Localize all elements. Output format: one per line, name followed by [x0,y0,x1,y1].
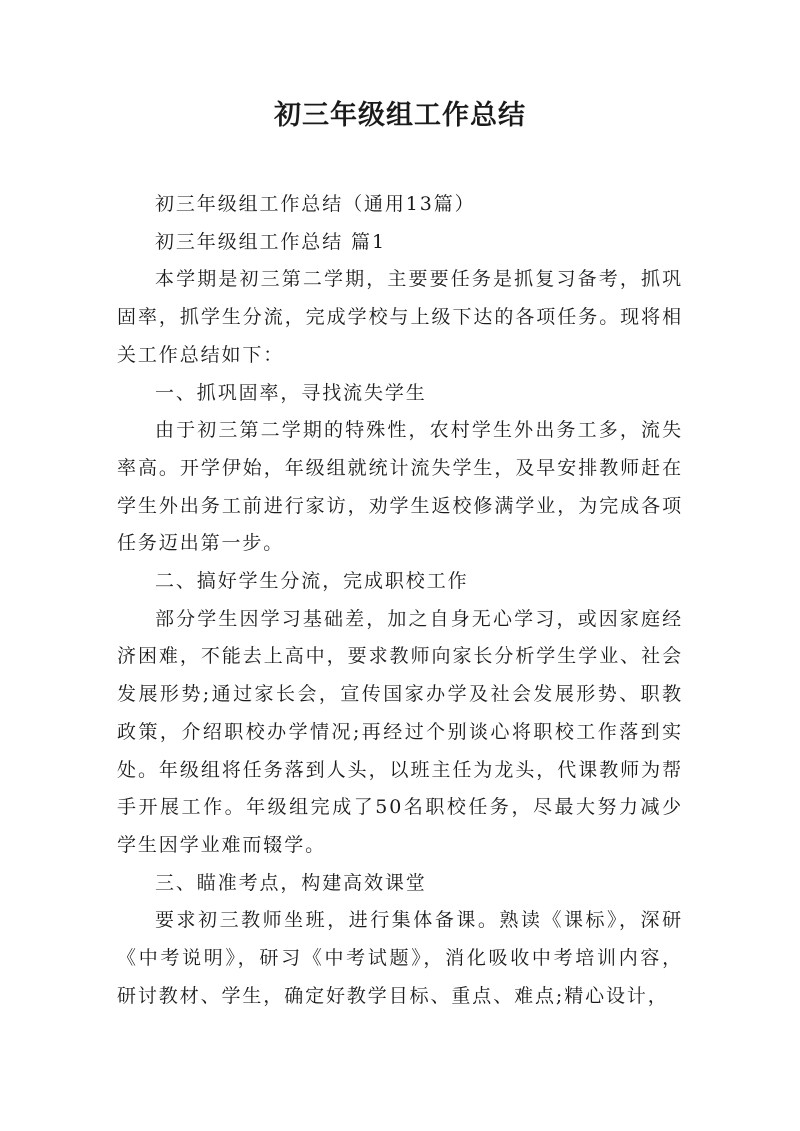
paragraph-intro: 本学期是初三第二学期，主要要任务是抓复习备考，抓巩固率，抓学生分流，完成学校与上级下达的各项任务。现将相关工作总结如下： [117,268,683,366]
document-body [117,186,683,1015]
paragraph-body-1: 由于初三第二学期的特殊性，农村学生外出务工多，流失率高。开学伊始，年级组就统计流失学生，及早安排教师赶在学生外出务工前进行家访，劝学生返校修满学业，为完成各项任务迈出第一步。 [117,419,683,555]
paragraph-subtitle: 初三年级组工作总结（通用13篇） [155,193,476,215]
paragraph-heading-3: 三、瞄准考点，构建高效课堂 [155,871,427,894]
paragraph-section-heading: 初三年级组工作总结 篇1 [155,230,386,253]
paragraph-body-3: 要求初三教师坐班，进行集体备课。熟读《课标》，深研《中考说明》，研习《中考试题》，消化吸收中考培训内容，研讨教材、学生，确定好教学目标、重点、难点;精心设计， [117,909,683,1007]
paragraph-heading-2: 二、搞好学生分流，完成职校工作 [155,570,469,593]
paragraph-body-2: 部分学生因学习基础差，加之自身无心学习，或因家庭经济困难，不能去上高中，要求教师向家长分析学生学业、社会发展形势;通过家长会，宣传国家办学及社会发展形势、职教政策，介绍职校办学情况;再经过个别谈心将职校工作落到实处。年级组将任务落到人头，以班主任为龙头，代课教师为帮手开展工作。年级组完成了50名职校任务，尽最大努力减少学生因学业难而辍学。 [117,607,683,856]
paragraph-heading-1: 一、抓巩固率，寻找流失学生 [155,381,427,404]
document-title: 初三年级组工作总结 [274,100,526,131]
